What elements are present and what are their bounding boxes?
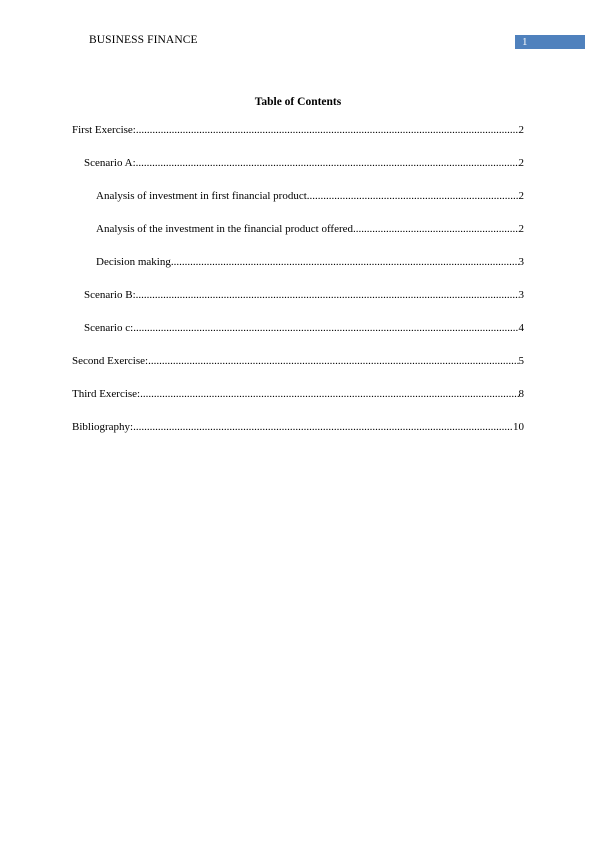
table-of-contents [72, 124, 524, 454]
toc-entry-label: Bibliography: [72, 421, 134, 433]
toc-entry-page: 3 [518, 256, 524, 268]
toc-leader-dots [136, 124, 519, 137]
toc-entry-page: 2 [518, 223, 524, 235]
toc-leader-dots [136, 289, 519, 302]
toc-leader-dots [307, 190, 519, 203]
toc-leader-dots [136, 157, 519, 170]
toc-entry-page: 4 [518, 322, 524, 334]
toc-entry-scenario-b[interactable] [72, 289, 524, 322]
toc-entry-label: Scenario B: [84, 289, 136, 301]
toc-entry-page: 2 [518, 157, 524, 169]
toc-entry-second-exercise[interactable] [72, 355, 524, 388]
toc-entry-page: 3 [518, 289, 524, 301]
toc-entry-scenario-c[interactable] [72, 322, 524, 355]
running-header-title: BUSINESS FINANCE [89, 34, 198, 46]
page-number: 1 [522, 36, 528, 48]
toc-entry-page: 8 [518, 388, 524, 400]
toc-entry-decision-making[interactable] [72, 256, 524, 289]
toc-entry-label: Analysis of investment in first financial product [96, 190, 307, 202]
toc-entry-first-exercise[interactable] [72, 124, 524, 157]
toc-entry-page: 10 [513, 421, 524, 433]
toc-heading: Table of Contents [254, 96, 342, 108]
toc-entry-analysis-first-product[interactable] [72, 190, 524, 223]
toc-entry-analysis-product-offered[interactable] [72, 223, 524, 256]
toc-leader-dots [133, 421, 513, 434]
toc-entry-label: Analysis of the investment in the financial product offered [96, 223, 354, 235]
toc-entry-label: Second Exercise: [72, 355, 149, 367]
toc-leader-dots [171, 256, 519, 269]
toc-leader-dots [353, 223, 518, 236]
toc-entry-bibliography[interactable] [72, 421, 524, 454]
toc-leader-dots [140, 388, 518, 401]
toc-leader-dots [133, 322, 518, 335]
toc-leader-dots [148, 355, 518, 368]
toc-entry-label: Decision making [96, 256, 171, 268]
toc-entry-page: 5 [518, 355, 524, 367]
toc-entry-scenario-a[interactable] [72, 157, 524, 190]
page-number-badge [515, 35, 585, 49]
toc-entry-page: 2 [518, 124, 524, 136]
toc-entry-label: Scenario A: [84, 157, 136, 169]
toc-entry-third-exercise[interactable] [72, 388, 524, 421]
toc-entry-label: Scenario c: [84, 322, 134, 334]
toc-entry-label: Third Exercise: [72, 388, 141, 400]
toc-entry-label: First Exercise: [72, 124, 136, 136]
toc-entry-page: 2 [518, 190, 524, 202]
